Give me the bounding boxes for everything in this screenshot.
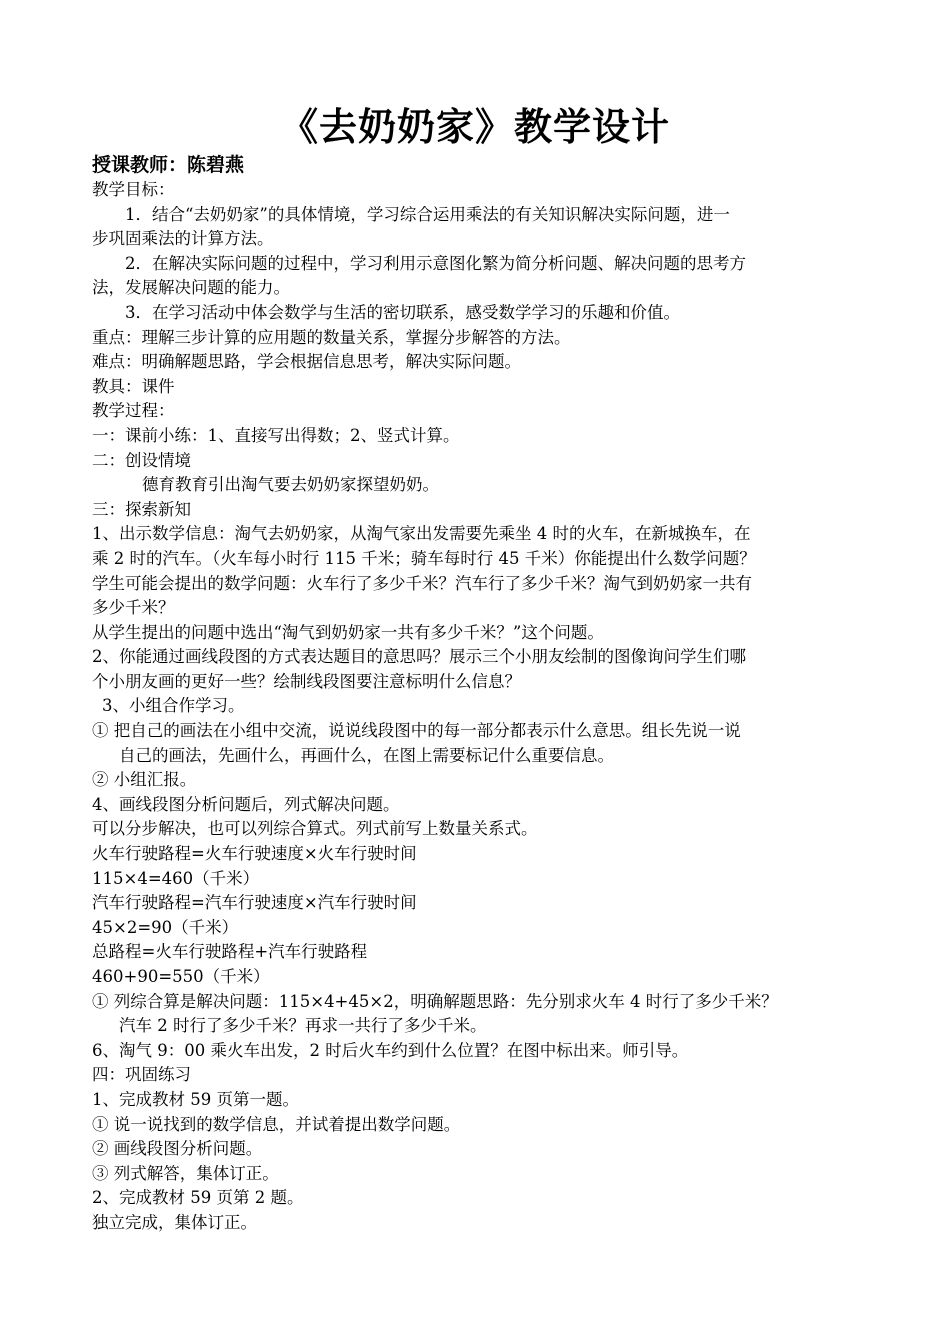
- difficulty-line: 难点：明确解题思路，学会根据信息思考，解决实际问题。: [92, 352, 521, 372]
- practice-1-item-1: ① 说一说找到的数学信息，并试着提出数学问题。: [92, 1114, 461, 1134]
- practice-1-item-3: ③ 列式解答，集体订正。: [92, 1163, 279, 1183]
- document-title: 《去奶奶家》教学设计: [279, 104, 670, 149]
- formula-car-distance: 汽车行驶路程=汽车行驶速度×汽车行驶时间: [92, 893, 417, 913]
- step-2-line-2: 个小朋友画的更好一些？绘制线段图要注意标明什么信息？: [92, 671, 521, 691]
- combined-formula-line-2: 汽车 2 时行了多少千米？再求一共行了多少千米。: [119, 1016, 487, 1036]
- goal-3-line: 3．在学习活动中体会数学与生活的密切联系，感受数学学习的乐趣和价值。: [125, 302, 680, 322]
- practice-2-text: 独立完成，集体订正。: [92, 1212, 257, 1232]
- calc-train-distance: 115×4=460（千米）: [92, 868, 260, 888]
- combined-formula-line-1: ① 列综合算是解决问题：115×4+45×2，明确解题思路：先分别求火车 4 时行了多少千米？: [92, 991, 778, 1011]
- step-1-line-2: 乘 2 时的汽车。（火车每小时行 115 千米；骑车每时行 45 千米）你能提出什么数学问题？: [92, 548, 756, 568]
- teacher-line: 授课教师：陈碧燕: [92, 154, 245, 176]
- calc-total-distance: 460+90=550（千米）: [92, 967, 270, 986]
- part-3-heading: 三：探索新知: [92, 499, 191, 519]
- document-body: [92, 152, 882, 1236]
- selected-question-line: 从学生提出的问题中选出“淘气到奶奶家一共有多少千米？”这个问题。: [92, 622, 604, 642]
- practice-2-heading: 2、完成教材 59 页第 2 题。: [92, 1188, 304, 1208]
- student-questions-line-1: 学生可能会提出的数学问题：火车行了多少千米？汽车行了多少千米？淘气到奶奶家一共有: [92, 573, 752, 593]
- goal-2-line-1: 2．在解决实际问题的过程中，学习利用示意图化繁为简分析问题、解决问题的思考方: [125, 253, 746, 273]
- teaching-aids-line: 教具：课件: [92, 376, 175, 396]
- calc-car-distance: 45×2=90（千米）: [92, 917, 239, 937]
- part-2-heading: 二：创设情境: [92, 450, 191, 470]
- step-3-item-1-line-1: ① 把自己的画法在小组中交流，说说线段图中的每一部分都表示什么意思。组长先说一说: [92, 721, 741, 741]
- step-4-text: 可以分步解决，也可以列综合算式。列式前写上数量关系式。: [92, 819, 538, 839]
- step-3-item-1-line-2: 自己的画法，先画什么，再画什么，在图上需要标记什么重要信息。: [119, 745, 614, 765]
- student-questions-line-2: 多少千米？: [92, 598, 175, 618]
- section-heading-process: 教学过程：: [92, 401, 175, 421]
- goal-2-line-2: 法，发展解决问题的能力。: [92, 278, 290, 298]
- part-2-text: 德育教育引出淘气要去奶奶家探望奶奶。: [142, 475, 439, 495]
- section-heading-goals: 教学目标：: [92, 180, 175, 199]
- goal-1-line-2: 步巩固乘法的计算方法。: [92, 229, 274, 249]
- step-1-line-1: 1、出示数学信息：淘气去奶奶家，从淘气家出发需要先乘坐 4 时的火车，在新城换车，在: [92, 524, 751, 544]
- step-4-heading: 4、画线段图分析问题后，列式解决问题。: [92, 794, 400, 814]
- practice-1-heading: 1、完成教材 59 页第一题。: [92, 1089, 299, 1109]
- formula-total-distance: 总路程=火车行驶路程+汽车行驶路程: [92, 942, 368, 962]
- goal-1-line-1: 1．结合“去奶奶家”的具体情境，学习综合运用乘法的有关知识解决实际问题，进一: [125, 204, 730, 224]
- part-4-heading: 四：巩固练习: [92, 1065, 191, 1085]
- step-6-line: 6、淘气 9：00 乘火车出发，2 时后火车约到什么位置？在图中标出来。师引导。: [92, 1040, 689, 1060]
- formula-train-distance: 火车行驶路程=火车行驶速度×火车行驶时间: [92, 844, 417, 864]
- step-3-heading: 3、小组合作学习。: [102, 696, 245, 716]
- key-point-line: 重点：理解三步计算的应用题的数量关系，掌握分步解答的方法。: [92, 327, 571, 347]
- step-3-item-2: ② 小组汇报。: [92, 770, 197, 790]
- part-1-heading: 一：课前小练：1、直接写出得数；2、竖式计算。: [92, 425, 460, 445]
- practice-1-item-2: ② 画线段图分析问题。: [92, 1139, 263, 1159]
- step-2-line-1: 2、你能通过画线段图的方式表达题目的意思吗？展示三个小朋友绘制的图像询问学生们哪: [92, 647, 746, 667]
